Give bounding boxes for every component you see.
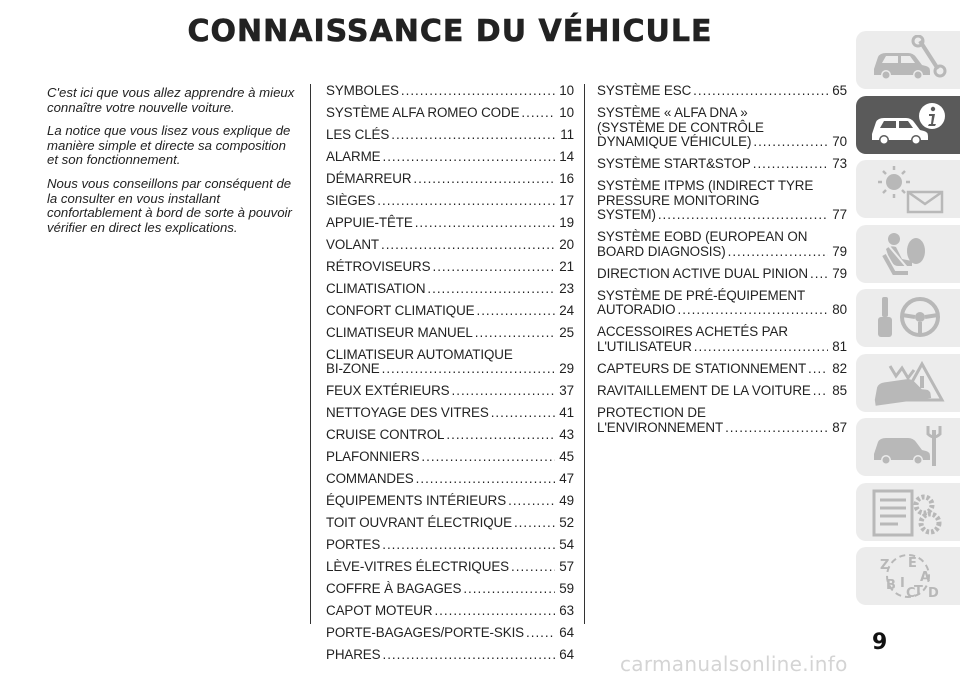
toc-page-number: 70 [832, 134, 847, 150]
toc-page-number: 45 [559, 449, 574, 465]
toc-leader-dots [677, 303, 828, 318]
toc-entry-title: BI-ZONE [326, 361, 380, 377]
toc-page-number: 79 [832, 265, 847, 281]
toc-page-number: 77 [832, 207, 847, 223]
toc-page-number: 49 [559, 493, 574, 509]
toc-entry[interactable] [326, 582, 574, 597]
toc-entry-title: APPUIE-TÊTE [326, 214, 413, 230]
toc-leader-dots [463, 582, 555, 597]
toc-entry[interactable] [326, 194, 574, 209]
toc-page-number: 80 [832, 302, 847, 318]
toc-entry[interactable] [326, 216, 574, 231]
toc-page-number: 16 [559, 170, 574, 186]
toc-entry-title: CONFORT CLIMATIQUE [326, 302, 475, 318]
toc-leader-dots [728, 245, 829, 260]
toc-entry-title: DÉMARREUR [326, 170, 412, 186]
specs-sheet-icon [868, 487, 948, 537]
tab-emergency[interactable] [856, 354, 960, 412]
toc-entry-title-line: PRESSURE MONITORING [597, 192, 760, 208]
toc-entry-title: L'ENVIRONNEMENT [597, 419, 724, 435]
car-service-icon [868, 422, 948, 472]
toc-entry-title: CLIMATISEUR MANUEL [326, 324, 473, 340]
watermark: carmanualsonline.info [620, 652, 848, 676]
toc-entry-title: DYNAMIQUE VÉHICULE) [597, 134, 752, 150]
toc-leader-dots [526, 626, 555, 641]
toc-entry[interactable] [326, 172, 574, 187]
toc-leader-dots [427, 282, 555, 297]
svg-text:I: I [900, 576, 905, 591]
alphabetical-index-icon [868, 551, 948, 601]
toc-entry[interactable] [597, 384, 847, 399]
toc-page-number: 59 [559, 581, 574, 597]
toc-entry[interactable] [597, 289, 847, 318]
toc-leader-dots [753, 135, 828, 150]
toc-leader-dots [382, 648, 555, 663]
toc-page-number: 64 [559, 625, 574, 641]
toc-leader-dots [382, 362, 556, 377]
toc-page-number: 17 [559, 192, 574, 208]
toc-leader-dots [446, 428, 555, 443]
toc-entry-title: BOARD DIAGNOSIS) [597, 243, 726, 259]
toc-entry-title: DIRECTION ACTIVE DUAL PINION [597, 265, 808, 281]
toc-entry[interactable] [326, 84, 574, 99]
toc-leader-dots [813, 384, 829, 399]
svg-text:D: D [928, 586, 939, 601]
toc-page-number: 57 [559, 559, 574, 575]
toc-leader-dots [725, 421, 828, 436]
toc-page-number: 54 [559, 537, 574, 553]
toc-column-1 [326, 83, 574, 663]
toc-entry[interactable] [326, 238, 574, 253]
toc-page-number: 79 [832, 243, 847, 259]
column-divider [584, 84, 585, 624]
toc-entry-title: FEUX EXTÉRIEURS [326, 383, 450, 399]
svg-text:T: T [914, 584, 923, 599]
toc-entry-title: NETTOYAGE DES VITRES [326, 405, 489, 421]
toc-page-number: 47 [559, 471, 574, 487]
toc-leader-dots [475, 326, 556, 341]
svg-text:E: E [908, 556, 917, 571]
toc-leader-dots [381, 238, 555, 253]
page-title: CONNAISSANCE DU VÉHICULE [187, 14, 713, 49]
toc-page-number: 41 [559, 405, 574, 421]
toc-page-number: 25 [559, 324, 574, 340]
toc-entry[interactable] [326, 282, 574, 297]
toc-entry[interactable] [326, 648, 574, 663]
toc-leader-dots [521, 106, 555, 121]
toc-page-number: 85 [832, 383, 847, 399]
toc-leader-dots [377, 194, 555, 209]
toc-page-number: 10 [559, 104, 574, 120]
toc-entry-title: L'UTILISATEUR [597, 339, 692, 355]
intro-text [47, 86, 297, 244]
toc-leader-dots [694, 340, 829, 355]
toc-leader-dots [434, 604, 555, 619]
toc-entry[interactable] [597, 230, 847, 259]
tab-index[interactable] [856, 547, 960, 605]
toc-entry[interactable] [597, 84, 847, 99]
toc-entry[interactable] [597, 267, 847, 282]
toc-page-number: 20 [559, 236, 574, 252]
toc-page-number: 14 [559, 148, 574, 164]
toc-page-number: 43 [559, 427, 574, 443]
toc-entry-title: SYSTÈME START&STOP [597, 156, 751, 172]
toc-entry-title: RÉTROVISEURS [326, 258, 431, 274]
toc-entry-title: CAPTEURS DE STATIONNEMENT [597, 361, 807, 377]
toc-entry-title: ALARME [326, 148, 381, 164]
airbag-passenger-icon [868, 229, 948, 279]
toc-leader-dots [476, 304, 555, 319]
tab-maintenance-care[interactable] [856, 418, 960, 476]
tab-starting-driving[interactable] [856, 289, 960, 347]
tab-car-maintenance[interactable] [856, 31, 960, 89]
toc-page-number: 64 [559, 647, 574, 663]
toc-entry[interactable] [597, 106, 847, 150]
toc-leader-dots [753, 157, 829, 172]
car-info-icon [868, 100, 948, 150]
toc-entry[interactable] [326, 304, 574, 319]
toc-page-number: 37 [559, 383, 574, 399]
toc-entry[interactable] [326, 428, 574, 443]
toc-entry-title: ÉQUIPEMENTS INTÉRIEURS [326, 493, 507, 509]
toc-entry-title: PHARES [326, 647, 381, 663]
car-crash-icon [868, 358, 948, 408]
toc-leader-dots [658, 208, 828, 223]
toc-entry[interactable] [326, 604, 574, 619]
intro-paragraph: Nous vous conseillons par conséquent de la consulter en vous installant confortablement à bord de sorte à pouvoir vérifier en direct les explications. [47, 175, 292, 235]
toc-entry[interactable] [597, 325, 847, 354]
toc-page-number: 87 [832, 419, 847, 435]
tab-warning-lights[interactable] [856, 160, 960, 218]
toc-entry[interactable] [597, 406, 847, 435]
toc-page-number: 24 [559, 302, 574, 318]
toc-leader-dots [415, 216, 556, 231]
toc-entry-title-line: PROTECTION DE [597, 405, 706, 420]
toc-entry[interactable] [326, 626, 574, 641]
toc-page-number: 63 [559, 603, 574, 619]
toc-leader-dots [808, 362, 828, 377]
svg-text:C: C [906, 586, 916, 601]
toc-leader-dots [508, 494, 555, 509]
toc-entry-title: CRUISE CONTROL [326, 427, 445, 443]
toc-page-number: 19 [559, 214, 574, 230]
key-steering-wheel-icon [868, 293, 948, 343]
toc-entry-title: SYMBOLES [326, 83, 399, 98]
toc-entry-title: VOLANT [326, 236, 379, 252]
intro-paragraph: C'est ici que vous allez apprendre à mieux connaître votre nouvelle voiture. [47, 85, 295, 115]
toc-column-2 [597, 84, 847, 624]
section-tabs [856, 31, 960, 612]
toc-page-number: 65 [832, 83, 847, 98]
toc-page-number: 73 [832, 156, 847, 172]
toc-entry-title: COFFRE À BAGAGES [326, 581, 462, 597]
toc-entry[interactable] [326, 472, 574, 487]
toc-leader-dots [491, 406, 556, 421]
toc-leader-dots [511, 560, 555, 575]
toc-entry-title: CAPOT MOTEUR [326, 603, 433, 619]
toc-entry[interactable] [597, 157, 847, 172]
toc-page-number: 29 [559, 361, 574, 377]
toc-entry-title-line: (SYSTÈME DE CONTRÔLE [597, 119, 764, 135]
toc-entry-title-line: SYSTÈME DE PRÉ-ÉQUIPEMENT [597, 287, 806, 303]
toc-leader-dots [391, 128, 556, 143]
page-number: 9 [872, 630, 888, 655]
toc-page-number: 82 [832, 361, 847, 377]
toc-entry[interactable] [326, 560, 574, 575]
toc-leader-dots [693, 84, 828, 99]
toc-entry[interactable] [326, 494, 574, 509]
toc-leader-dots [382, 538, 555, 553]
toc-entry-title: SYSTEM) [597, 207, 656, 223]
toc-entry[interactable] [326, 260, 574, 275]
svg-text:A: A [920, 570, 931, 585]
toc-leader-dots [401, 84, 555, 99]
toc-entry-title: RAVITAILLEMENT DE LA VOITURE [597, 383, 811, 399]
toc-entry[interactable] [326, 538, 574, 553]
tab-safety[interactable] [856, 225, 960, 283]
toc-leader-dots [432, 260, 555, 275]
toc-entry-title: COMMANDES [326, 471, 414, 487]
toc-leader-dots [421, 450, 555, 465]
toc-entry-title-line: ACCESSOIRES ACHETÉS PAR [597, 324, 788, 340]
toc-leader-dots [382, 150, 555, 165]
toc-entry[interactable] [597, 362, 847, 377]
toc-entry-title: TOIT OUVRANT ÉLECTRIQUE [326, 515, 512, 531]
toc-entry[interactable] [326, 348, 574, 377]
toc-entry[interactable] [326, 384, 574, 399]
toc-leader-dots [452, 384, 556, 399]
toc-entry-title: CLIMATISATION [326, 280, 426, 296]
toc-entry-title-line: CLIMATISEUR AUTOMATIQUE [326, 346, 513, 362]
toc-entry-title: SIÈGES [326, 192, 376, 208]
toc-page-number: 21 [559, 258, 574, 274]
toc-page-number: 81 [832, 339, 847, 355]
toc-entry[interactable] [326, 106, 574, 121]
toc-leader-dots [416, 472, 556, 487]
intro-paragraph: La notice que vous lisez vous explique de manière simple et directe sa composition et son fonctionnement. [47, 123, 291, 168]
toc-leader-dots [810, 267, 828, 282]
toc-entry-title: SYSTÈME ESC [597, 83, 692, 98]
toc-entry-title-line: SYSTÈME ITPMS (INDIRECT TYRE [597, 178, 814, 194]
svg-text:B: B [886, 578, 896, 593]
toc-entry-title: PORTE-BAGAGES/PORTE-SKIS [326, 625, 525, 641]
toc-entry-title: AUTORADIO [597, 302, 676, 318]
toc-entry[interactable] [326, 326, 574, 341]
warning-light-icon [868, 164, 948, 214]
svg-text:Z: Z [880, 558, 890, 573]
toc-entry-title: PORTES [326, 537, 381, 553]
toc-page-number: 52 [559, 515, 574, 531]
toc-entry[interactable] [597, 179, 847, 223]
toc-page-number: 10 [559, 83, 574, 98]
toc-leader-dots [413, 172, 555, 187]
toc-entry-title-line: SYSTÈME EOBD (EUROPEAN ON [597, 229, 808, 245]
toc-leader-dots [514, 516, 555, 531]
toc-entry-title-line: SYSTÈME « ALFA DNA » [597, 104, 748, 120]
toc-entry-title: LÈVE-VITRES ÉLECTRIQUES [326, 559, 509, 575]
toc-entry[interactable] [326, 406, 574, 421]
toc-entry[interactable] [326, 128, 574, 143]
car-wrench-icon [868, 35, 948, 85]
toc-entry[interactable] [326, 516, 574, 531]
toc-entry-title: LES CLÉS [326, 126, 390, 142]
toc-entry-title: PLAFONNIERS [326, 449, 420, 465]
toc-entry[interactable] [326, 150, 574, 165]
toc-page-number: 11 [560, 126, 574, 142]
toc-entry[interactable] [326, 450, 574, 465]
tab-technical-data[interactable] [856, 483, 960, 541]
toc-entry-title: SYSTÈME ALFA ROMEO CODE [326, 104, 520, 120]
tab-vehicle-knowledge[interactable] [856, 96, 960, 154]
toc-page-number: 23 [559, 280, 574, 296]
column-divider [310, 84, 311, 624]
